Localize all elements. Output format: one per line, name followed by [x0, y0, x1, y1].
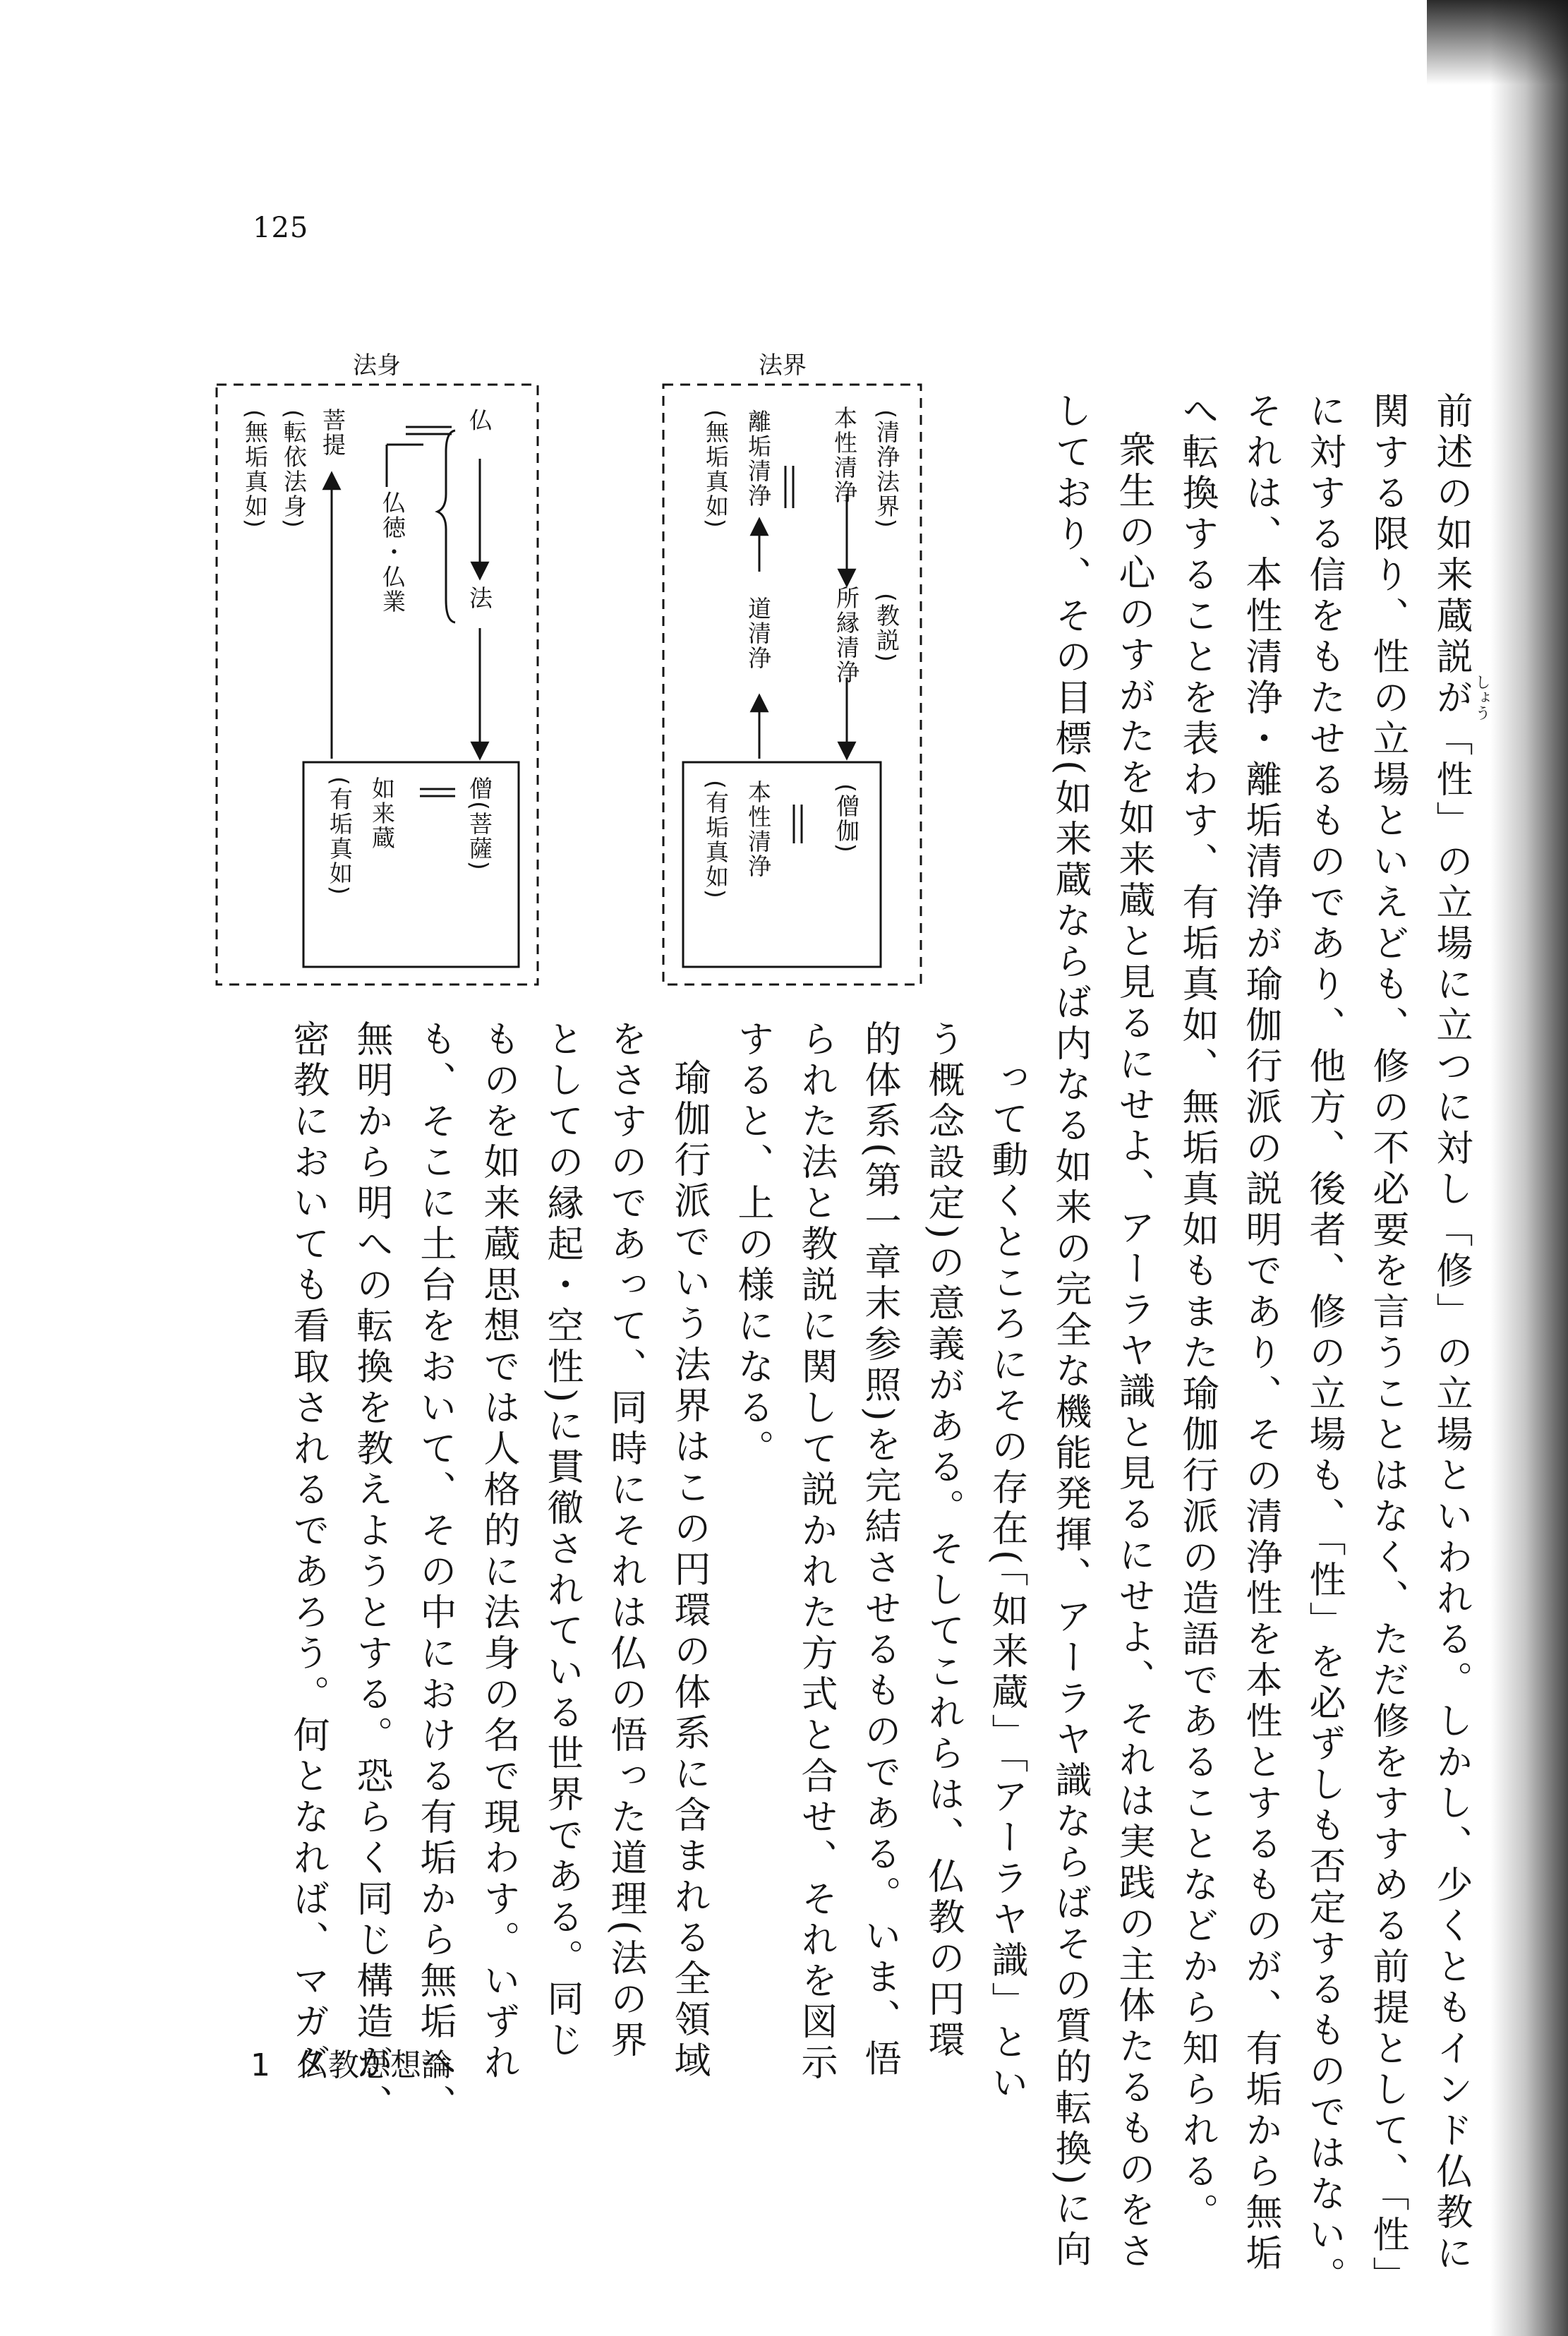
hosshin-muku-shinnyo: (無垢真如)	[241, 409, 269, 529]
hosshin-uku-shinnyo: (有垢真如)	[326, 776, 354, 896]
text-column-16: ものを如来蔵思想では人格的に法身の名で現わす。いずれ	[477, 1020, 519, 2084]
text-column-13: 瑜伽行派でいう法界はこの円環の体系に含まれる全領域	[668, 1059, 710, 2082]
hokkai-do-shojo: 道清浄	[744, 596, 772, 670]
hosshin-bodai: 菩提	[319, 408, 346, 457]
hosshin-ho: 法	[466, 586, 493, 610]
hosshin-butsu: 仏	[466, 408, 493, 433]
text-column-17: も、そこに土台をおいて、その中における有垢から無垢へ、	[414, 1020, 456, 2125]
hosshin-title: 法身	[353, 351, 401, 380]
hokkai-shoen-shojo: 所縁清浄	[833, 586, 860, 685]
text-column-9: う概念設定)の意義がある。そしてこれらは、仏教の円環	[922, 1020, 964, 2062]
text-column-15: としての縁起・空性)に貫徹されている世界である。同じ	[541, 1020, 583, 2062]
furigana-sho: しょう	[1473, 674, 1490, 721]
scan-shadow-edge	[1490, 0, 1568, 2336]
hokkai-kyosetsu: (教説)	[873, 593, 900, 663]
text-column-19: 密教においても看取されるであろう。何となれば、マガダ	[287, 1020, 329, 2084]
chapter-title: 仏教思想論	[297, 2047, 452, 2083]
chapter-number: 1	[251, 2047, 270, 2083]
text-column-5: へ転換することを表わす、有垢真如、無垢真如もまた瑜伽行派の造語であることなどから知られる。	[1176, 392, 1218, 2234]
text-column-1: 前述の如来蔵説が「性」の立場に立つに対し「修」の立場といわれる。しかし、少くともインド仏教に	[1430, 392, 1472, 2275]
text-column-3: に対する信をもたせるものであり、他方、後者、修の立場も、「性」を必ずしも否定するものではない。	[1303, 392, 1345, 2297]
hosshin-nyoraizo: 如来蔵	[368, 776, 396, 850]
hosshin-tenne-hosshin: (転依法身)	[280, 409, 308, 529]
hokkai-honsho-shojo: 本性清浄	[831, 406, 858, 505]
text-column-14: をさすのであって、同時にそれは仏の悟った道理(法の界	[604, 1020, 646, 2062]
hokkai-sogya: (僧伽)	[833, 783, 860, 854]
text-column-10: 的体系(第一章末参照)を完結させるものである。いま、悟	[858, 1020, 900, 2081]
hokkai-honsho-shojo-2: 本性清浄	[744, 780, 772, 879]
text-column-18: 無明から明への転換を教えようとする。恐らく同じ構造が、	[350, 1020, 392, 2125]
hokkai-uku-shinnyo: (有垢真如)	[702, 780, 730, 900]
page-number: 125	[253, 212, 309, 244]
text-column-2: 関する限り、性の立場といえども、修の不必要を言うことはなく、ただ修をすすめる前提として、「性」	[1366, 392, 1409, 2297]
text-column-8: って動くところにその存在(「如来蔵」「アーラヤ識」とい	[985, 1059, 1027, 2105]
text-column-12: すると、上の様になる。	[731, 1020, 773, 1470]
page-footer	[251, 2040, 452, 2085]
text-column-4: それは、本性清浄・離垢清浄が瑜伽行派の説明であり、その清浄性を本性とするものが、有垢から無垢	[1239, 392, 1281, 2275]
text-column-6: 衆生の心のすがたを如来蔵と見るにせよ、アーラヤ識と見るにせよ、それは実践の主体たるものをさ	[1112, 431, 1154, 2272]
hosshin-so: 僧(菩薩)	[466, 776, 493, 872]
hokkai-shojo-hokkai: (清浄法界)	[873, 409, 900, 529]
hokkai-riku-shojo: 離垢清浄	[744, 409, 772, 508]
hokkai-muku-shinnyo: (無垢真如)	[702, 409, 730, 529]
hosshin-buttoku-butsugo: 仏徳・仏業	[379, 490, 406, 614]
scan-shadow-corner	[1427, 0, 1568, 85]
text-column-11: られた法と教説に関して説かれた方式と合せ、それを図示	[795, 1020, 837, 2084]
text-column-7: しており、その目標(如来蔵ならば内なる如来の完全な機能発揮、アーラヤ識ならばその質的転換)に向	[1049, 392, 1091, 2271]
hokkai-title: 法界	[759, 351, 807, 380]
